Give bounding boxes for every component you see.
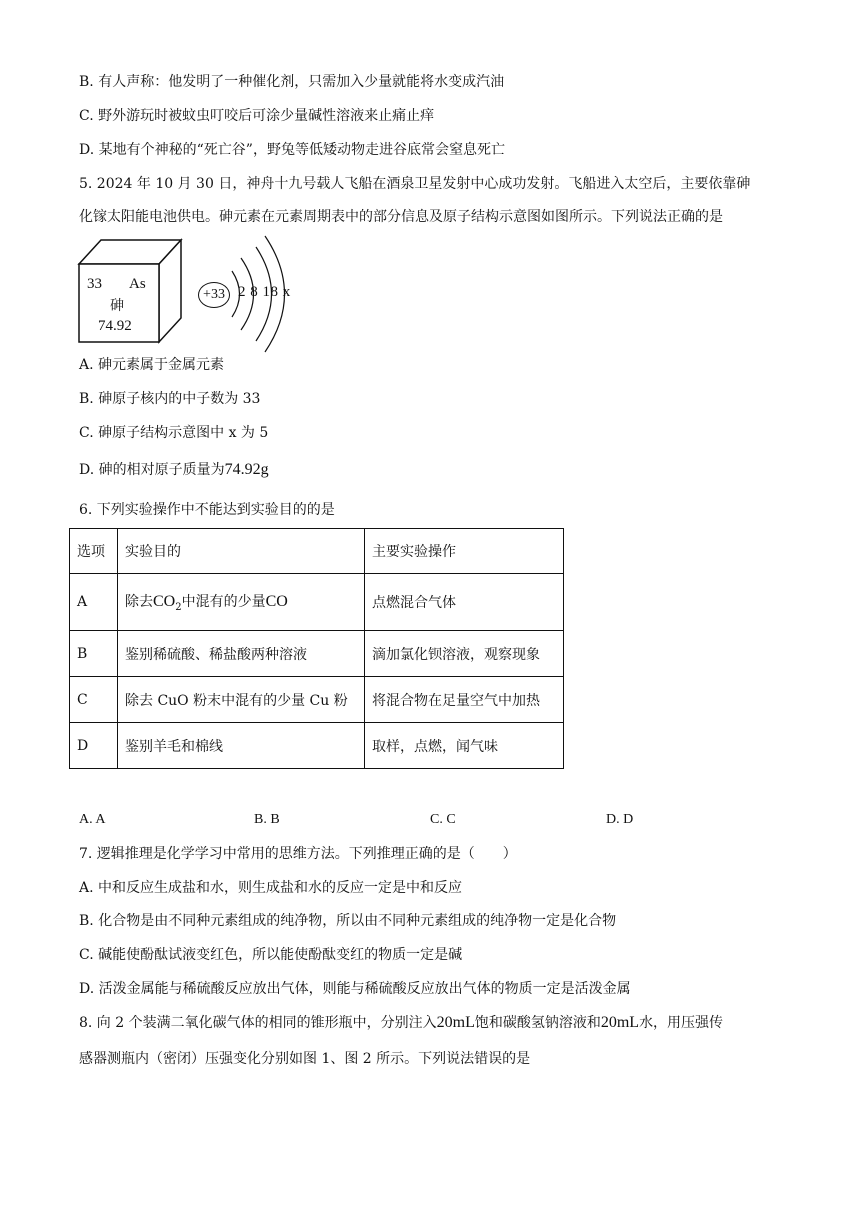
formula: CO	[153, 593, 176, 611]
q7-option-b: B. 化合物是由不同种元素组成的纯净物，所以由不同种元素组成的纯净物一定是化合物	[79, 913, 617, 929]
q5-option-a: A. 砷元素属于金属元素	[79, 357, 225, 373]
nucleus-charge: +33	[198, 282, 230, 308]
q6-choice-c: C. C	[430, 812, 456, 827]
q5-stem-line1: 5. 2024 年 10 月 30 日，神舟十九号载人飞船在酒泉卫星发射中心成功发射。飞船进入太空后，主要依靠砷	[79, 176, 751, 192]
q8-volume: 20mL	[436, 1014, 475, 1031]
atomic-number: 33	[87, 276, 102, 292]
electron-shells: 2 8 18 x	[238, 284, 291, 300]
header-operation: 主要实验操作	[365, 529, 564, 574]
q6-stem: 6. 下列实验操作中不能达到实验目的的是	[79, 502, 335, 518]
element-symbol: As	[129, 276, 146, 292]
q8-text: 水，用压强传	[639, 1015, 724, 1031]
element-name: 砷	[110, 298, 124, 314]
periodic-cell-box	[0, 0, 860, 360]
q7-option-c: C. 碱能使酚酞试液变红色，所以能使酚酞变红的物质一定是碱	[79, 947, 463, 963]
q4-option-d: D. 某地有个神秘的“死亡谷”，野兔等低矮动物走进谷底常会窒息死亡	[79, 142, 505, 158]
table-row	[70, 677, 564, 723]
goal-text: 中混有的少量	[181, 594, 266, 611]
q5-stem-line2: 化镓太阳能电池供电。砷元素在元素周期表中的部分信息及原子结构示意图如图所示。下列说法正确的是	[79, 209, 723, 225]
experiment-table	[69, 528, 564, 769]
q6-choice-b: B. B	[254, 812, 280, 827]
row-option: A	[70, 574, 118, 631]
goal-text: 除去	[125, 594, 153, 611]
row-option: D	[70, 723, 118, 769]
q7-option-a: A. 中和反应生成盐和水，则生成盐和水的反应一定是中和反应	[79, 880, 463, 896]
q8-text: 8. 向 2 个装满二氧化碳气体的相同的锥形瓶中，分别注入	[79, 1015, 437, 1031]
q5-option-d	[79, 460, 269, 480]
row-goal: 鉴别羊毛和棉线	[118, 723, 365, 769]
row-operation: 点燃混合气体	[365, 574, 564, 631]
table-row	[70, 723, 564, 769]
atomic-mass: 74.92	[98, 318, 132, 334]
q7-stem: 7. 逻辑推理是化学学习中常用的思维方法。下列推理正确的是（ ）	[79, 846, 517, 862]
row-operation: 将混合物在足量空气中加热	[365, 677, 564, 723]
row-option: B	[70, 631, 118, 677]
q5-option-c: C. 砷原子结构示意图中 x 为 5	[79, 425, 269, 441]
row-goal: 鉴别稀硫酸、稀盐酸两种溶液	[118, 631, 365, 677]
row-goal	[118, 574, 365, 631]
table-row	[70, 631, 564, 677]
q5-option-d-text: D. 砷的相对原子质量为	[79, 462, 225, 478]
table-header-row	[70, 529, 564, 574]
q8-volume: 20mL	[600, 1014, 640, 1031]
formula-subscript: 2	[175, 601, 182, 613]
row-operation: 滴加氯化钡溶液，观察现象	[365, 631, 564, 677]
header-option: 选项	[70, 529, 118, 574]
row-goal: 除去 CuO 粉末中混有的少量 Cu 粉	[118, 677, 365, 723]
q8-stem-line2: 感器测瓶内（密闭）压强变化分别如图 1、图 2 所示。下列说法错误的是	[79, 1051, 531, 1067]
table-row	[70, 574, 564, 631]
q5-option-d-value: 74.92g	[224, 461, 269, 478]
q4-option-b: B. 有人声称：他发明了一种催化剂，只需加入少量就能将水变成汽油	[79, 74, 505, 90]
q6-choice-d: D. D	[606, 812, 634, 827]
row-option: C	[70, 677, 118, 723]
header-goal: 实验目的	[118, 529, 365, 574]
q5-option-b: B. 砷原子核内的中子数为 33	[79, 391, 261, 407]
formula: CO	[265, 593, 288, 611]
q6-choice-a: A. A	[79, 812, 106, 827]
q8-text: 饱和碳酸氢钠溶液和	[474, 1015, 601, 1031]
q7-option-d: D. 活泼金属能与稀硫酸反应放出气体，则能与稀硫酸反应放出气体的物质一定是活泼金属	[79, 981, 631, 997]
q4-option-c: C. 野外游玩时被蚊虫叮咬后可涂少量碱性溶液来止痛止痒	[79, 108, 435, 124]
q8-stem-line1	[79, 1013, 723, 1033]
row-operation: 取样，点燃，闻气味	[365, 723, 564, 769]
